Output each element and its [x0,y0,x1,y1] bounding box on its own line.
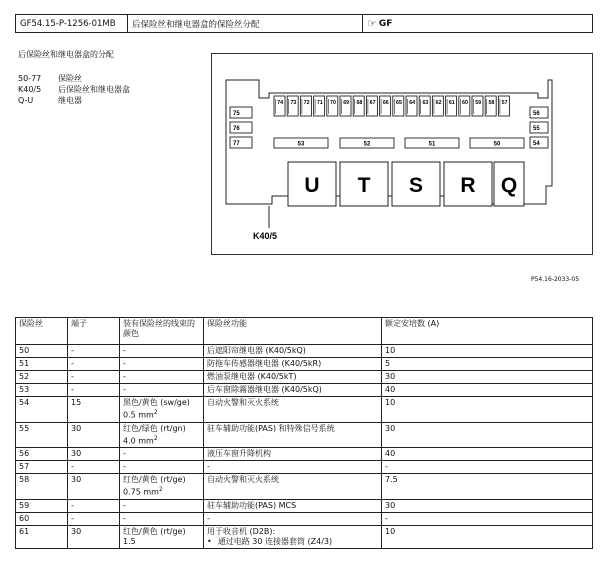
wire-color-cell: 红色/黄色 (rt/ge) 1.5 [120,525,204,548]
fuse-61 [446,96,457,116]
wire-color-cell: - [120,358,204,371]
fuse-cell: 52 [16,371,68,384]
brand-cell [363,15,592,32]
amperage-cell: 5 [382,358,593,371]
fuse-cell: 53 [16,384,68,397]
header-terminal: 端子 [68,318,120,345]
section-subtitle: 后保险丝和继电器盒的分配 [18,50,114,59]
svg-text:R: R [460,174,476,197]
fuse-62 [432,96,443,116]
fuse-63 [419,96,430,116]
amperage-cell: 10 [382,525,593,548]
svg-text:55: 55 [533,126,540,132]
svg-text:61: 61 [448,100,455,106]
legend [18,73,130,106]
amperage-cell: - [382,512,593,525]
table-row [16,422,593,448]
fuse-71 [314,96,325,116]
legend-item [18,95,130,106]
fuse-57 [498,96,509,116]
table-row [16,461,593,474]
wire-color-cell: - [120,461,204,474]
function-cell: 液压车窗升降机构 [204,448,382,461]
doc-id: GF54.15-P-1256-01MB [16,15,128,32]
fuse-70 [327,96,338,116]
svg-text:69: 69 [343,100,350,106]
svg-text:Q: Q [500,174,518,197]
function-cell: 防拖车传感器继电器 (K40/5kR) [204,358,382,371]
function-cell: 驻车辅助功能(PAS) 和特殊信号系统 [204,422,382,448]
terminal-cell: - [68,371,120,384]
svg-text:52: 52 [363,141,371,148]
amperage-cell: 30 [382,499,593,512]
svg-text:66: 66 [382,100,389,106]
function-cell: 用于收音机 (D2B): • 通过电路 30 连接器套筒 (Z4/3) [204,525,382,548]
terminal-cell: - [68,499,120,512]
table-row [16,345,593,358]
relay-Q [494,162,524,206]
fuse-66 [380,96,391,116]
fuse-72 [300,96,311,116]
wire-color-cell: - [120,512,204,525]
fuse-cell: 51 [16,358,68,371]
wire-color-cell: - [120,345,204,358]
wire-color-cell: - [120,371,204,384]
relay-S [392,162,440,206]
fuse-cell: 56 [16,448,68,461]
doc-title: 后保险丝和继电器盒的保险丝分配 [128,15,363,32]
fuse-52 [340,138,394,148]
function-cell: 燃油泵继电器 (K40/5kT) [204,371,382,384]
svg-text:71: 71 [316,100,323,106]
table-row [16,525,593,548]
svg-text:74: 74 [277,100,284,106]
amperage-cell: 10 [382,397,593,423]
function-cell: 后遮阳帘继电器 (K40/5kQ) [204,345,382,358]
relay-R [444,162,492,206]
terminal-cell: - [68,512,120,525]
legend-item [18,84,130,95]
svg-text:56: 56 [533,111,540,117]
fuse-cell: 60 [16,512,68,525]
legend-item [18,73,130,84]
function-bullet: • 通过电路 30 连接器套筒 (Z4/3) [207,537,378,547]
svg-text:58: 58 [488,100,495,106]
table-row [16,474,593,500]
fuse-51 [405,138,459,148]
svg-text:54: 54 [533,141,540,147]
fuse-58 [485,96,496,116]
wire-color-cell: 红色/绿色 (rt/gn) 4.0 $mm^2$ [120,422,204,448]
fuse-74 [274,96,285,116]
fuse-cell: 54 [16,397,68,423]
amperage-cell: 40 [382,448,593,461]
wire-color-cell: 红色/黄色 (rt/ge) 0.75 $mm^2$ [120,474,204,500]
svg-text:65: 65 [396,100,402,106]
legend-key: K40/5 [18,85,42,94]
svg-text:64: 64 [409,100,416,106]
svg-text:S: S [408,174,424,197]
svg-text:51: 51 [428,141,436,148]
wire-color-cell: - [120,384,204,397]
wire-color-cell: - [120,499,204,512]
pointing-hand-icon: ☞ [367,17,377,30]
function-cell: - [204,512,382,525]
legend-label: 保险丝 [58,74,82,83]
fuse-69 [340,96,351,116]
fuse-75 [230,107,252,118]
amperage-cell: 10 [382,345,593,358]
fuse-55 [530,122,548,133]
legend-key: Q-U [18,96,34,105]
fuse-64 [406,96,417,116]
function-cell: 自动火警和灭火系统 [204,474,382,500]
svg-text:63: 63 [422,100,429,106]
table-header-row [16,318,593,345]
fuse-cell: 55 [16,422,68,448]
legend-key: 50-77 [18,74,42,83]
fuse-76 [230,122,252,133]
table-row [16,397,593,423]
callout-label: K40/5 [253,231,278,241]
terminal-cell: - [68,384,120,397]
function-cell: 驻车辅助功能(PAS) MCS [204,499,382,512]
svg-text:U: U [304,174,320,197]
svg-text:73: 73 [290,100,297,106]
fuse-box-diagram [211,53,593,255]
fuse-cell: 61 [16,525,68,548]
table-row [16,358,593,371]
terminal-cell: - [68,345,120,358]
svg-text:72: 72 [303,100,310,106]
svg-text:50: 50 [493,141,501,148]
function-cell: 自动火警和灭火系统 [204,397,382,423]
legend-label: 继电器 [58,96,82,105]
relay-U [288,162,336,206]
terminal-cell: 30 [68,448,120,461]
fuse-cell: 59 [16,499,68,512]
amperage-cell: 30 [382,371,593,384]
header-fuse: 保险丝 [16,318,68,345]
fuse-54 [530,137,548,148]
brand-logo: GF [378,18,393,29]
amperage-cell: 30 [382,422,593,448]
table-row [16,384,593,397]
table-row [16,499,593,512]
fuse-73 [287,96,298,116]
fuse-cell: 57 [16,461,68,474]
svg-text:75: 75 [233,111,240,117]
wire-color-cell: 黑色/黄色 (sw/ge) 0.5 $mm^2$ [120,397,204,423]
fuse-60 [459,96,470,116]
svg-text:70: 70 [330,100,336,106]
terminal-cell: 15 [68,397,120,423]
header-function: 保险丝功能 [204,318,382,345]
function-cell: - [204,461,382,474]
fuse-box-svg [212,54,592,254]
svg-text:59: 59 [475,100,482,106]
svg-text:53: 53 [297,141,305,148]
terminal-cell: 30 [68,474,120,500]
table-row [16,371,593,384]
table-row [16,448,593,461]
fuse-56 [530,107,548,118]
fuse-cell: 50 [16,345,68,358]
svg-text:57: 57 [501,100,508,106]
header-amperage: 额定安培数 (A) [382,318,593,345]
fuse-59 [472,96,483,116]
legend-label: 后保险丝和继电器盒 [58,85,130,94]
svg-text:62: 62 [435,100,442,106]
svg-text:T: T [357,174,371,197]
amperage-cell: 40 [382,384,593,397]
svg-text:68: 68 [356,100,363,106]
document-header [15,14,593,33]
terminal-cell: - [68,461,120,474]
table-row [16,512,593,525]
svg-text:77: 77 [233,141,240,147]
terminal-cell: 30 [68,422,120,448]
svg-text:76: 76 [233,126,240,132]
fuse-65 [393,96,404,116]
fuse-53 [274,138,328,148]
fuse-68 [353,96,364,116]
relay-T [340,162,388,206]
fuse-table [15,317,593,549]
wire-color-cell: - [120,448,204,461]
header-wire-color: 装有保险丝的线束的颜色 [120,318,204,345]
amperage-cell: - [382,461,593,474]
amperage-cell: 7.5 [382,474,593,500]
fuse-77 [230,137,252,148]
fuse-67 [366,96,377,116]
function-cell: 后车窗除霧器继电器 (K40/5kQ) [204,384,382,397]
figure-reference: P54.16-2033-05 [531,276,580,283]
fuse-cell: 58 [16,474,68,500]
terminal-cell: - [68,358,120,371]
svg-text:67: 67 [369,100,376,106]
terminal-cell: 30 [68,525,120,548]
fuse-50 [470,138,524,148]
svg-text:60: 60 [462,100,468,106]
